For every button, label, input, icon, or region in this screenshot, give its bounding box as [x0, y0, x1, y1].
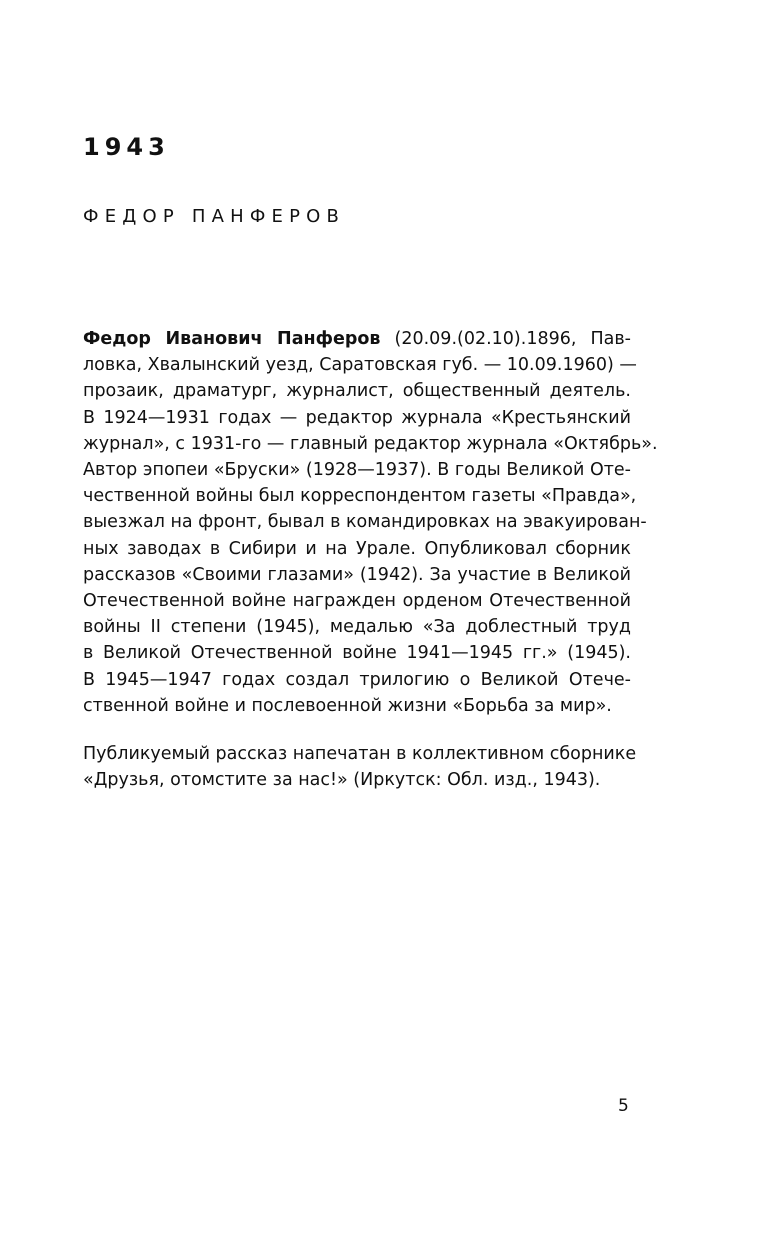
bio-line: В 1945—1947 годах создал трилогию о Великой Отече- [83, 669, 631, 690]
bio-line: Отечественной войне награжден орденом Отечественной [83, 591, 631, 612]
bio-line: чественной войны был корреспондентом газеты «Правда», [83, 486, 637, 507]
bio-line: Федор Иванович Панферов (20.09.(02.10).1896, Пав- [83, 329, 631, 349]
author-full-name: Федор Иванович Панферов [83, 329, 381, 349]
note-line: «Друзья, отомстите за нас!» (Иркутск: Обл. изд., 1943). [83, 770, 601, 791]
page-number: 5 [618, 1096, 629, 1116]
bio-line: войны II степени (1945), медалью «За доблестный труд [83, 617, 631, 638]
author-biography [83, 326, 658, 719]
bio-line: журнал», с 1931-го — главный редактор журнала «Октябрь». [83, 433, 658, 454]
bio-line: ловка, Хвалынский уезд, Саратовская губ. — 10.09.1960) — [83, 355, 637, 376]
bio-line: ственной войне и послевоенной жизни «Борьба за мир». [83, 695, 612, 716]
bio-line: прозаик, драматург, журналист, общественный деятель. [83, 381, 631, 402]
bio-line: Автор эпопеи «Бруски» (1928—1937). В годы Великой Оте- [83, 460, 631, 481]
bio-line: ных заводах в Сибири и на Урале. Опубликовал сборник [83, 538, 631, 559]
bio-line: рассказов «Своими глазами» (1942). За участие в Великой [83, 564, 631, 585]
bio-line: В 1924—1931 годах — редактор журнала «Крестьянский [83, 407, 631, 428]
publication-note [83, 741, 637, 793]
chapter-year: 1943 [83, 133, 170, 161]
bio-line: выезжал на фронт, бывал в командировках на эвакуирован- [83, 512, 647, 533]
note-line: Публикуемый рассказ напечатан в коллективном сборнике [83, 744, 637, 764]
author-heading: ФЕДОР ПАНФЕРОВ [83, 206, 346, 227]
bio-line: в Великой Отечественной войне 1941—1945 гг.» (1945). [83, 643, 631, 664]
